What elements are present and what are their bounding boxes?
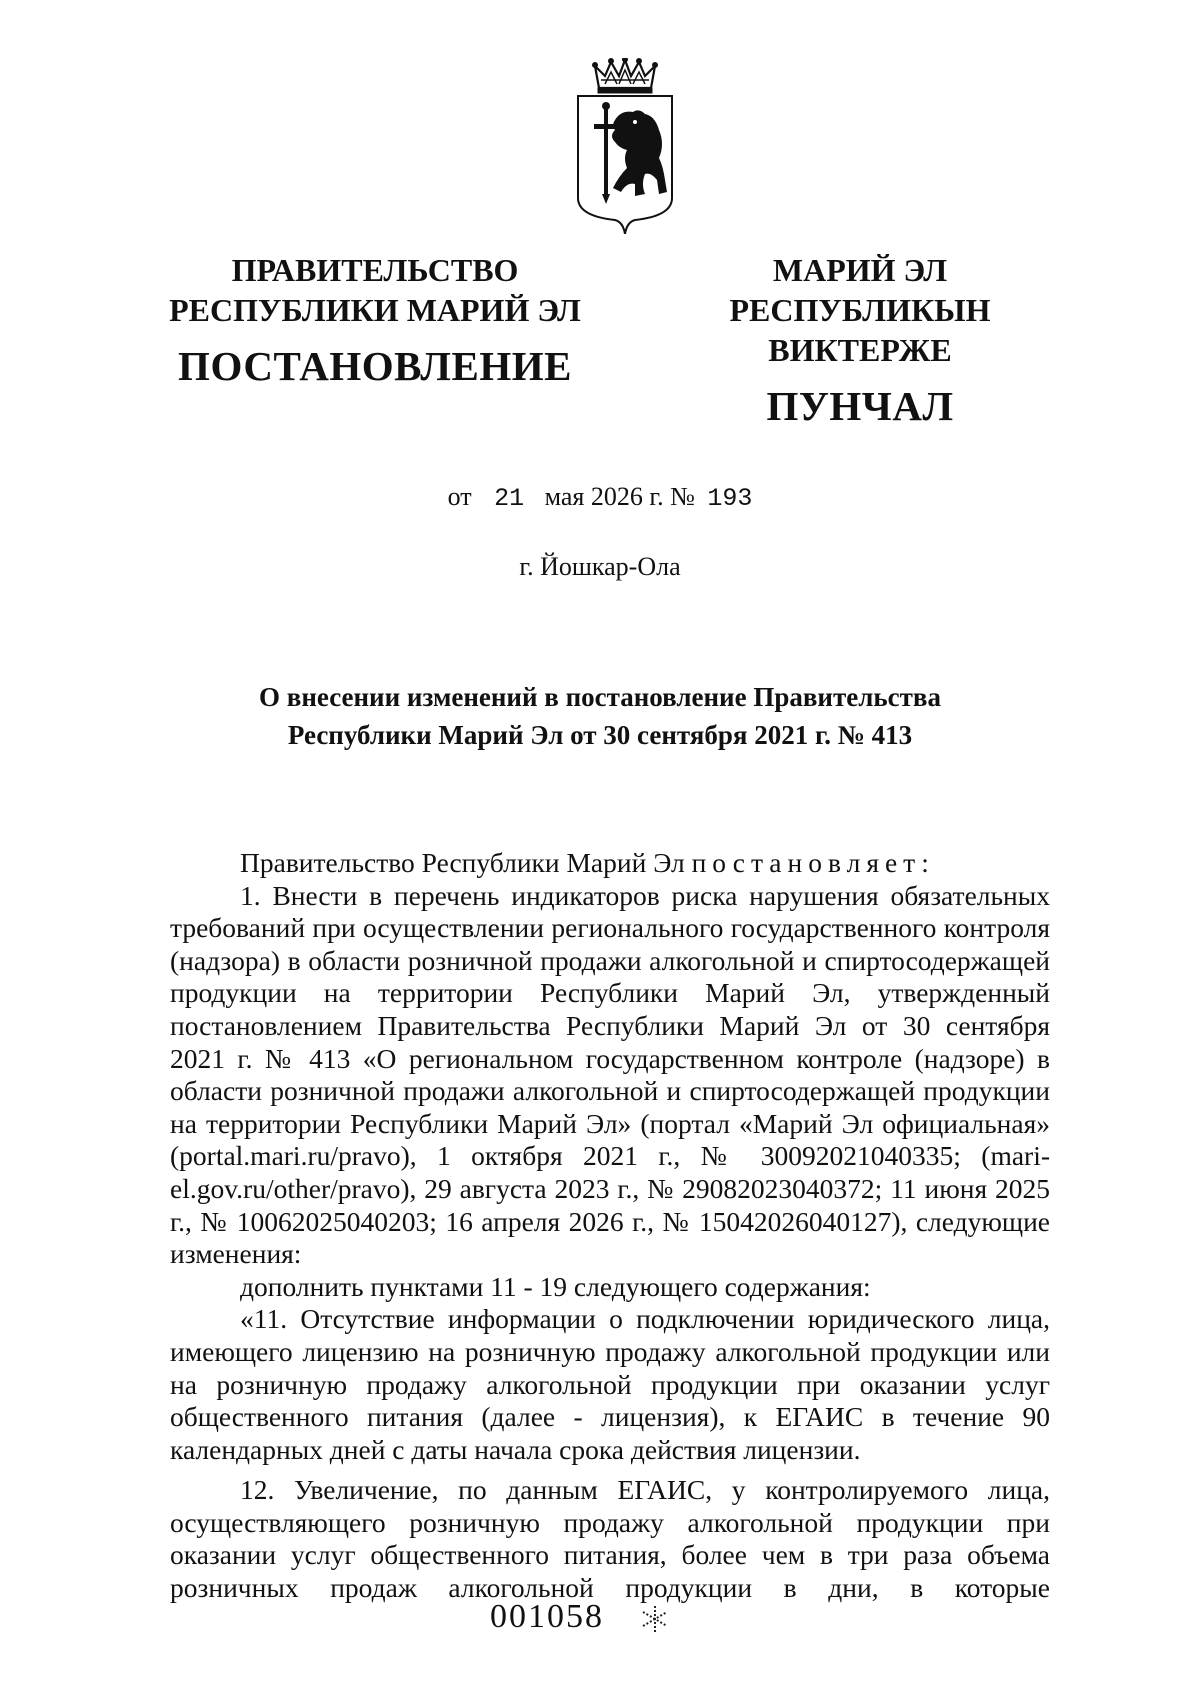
document-title: [150, 678, 1050, 754]
intro-paragraph: [170, 847, 1050, 880]
intro-text: Правительство Республики Марий Эл: [240, 847, 685, 878]
document-number: 193: [707, 484, 753, 513]
date-prefix: от: [447, 482, 472, 511]
document-city: г. Йошкар-Ола: [519, 552, 681, 581]
header-mari-line1: МАРИЙ ЭЛ РЕСПУБЛИКЫН: [729, 252, 991, 328]
header-org-line2: РЕСПУБЛИКИ МАРИЙ ЭЛ: [169, 292, 581, 328]
header-mari: [640, 250, 1080, 434]
header-org-line1: ПРАВИТЕЛЬСТВО: [231, 252, 519, 288]
title-line1: О внесении изменений в постановление Правительства: [259, 682, 941, 712]
footer-serial-number: 001058: [490, 1598, 604, 1635]
header-mari-doc-type: ПУНЧАЛ: [766, 383, 954, 429]
header-doc-type: ПОСТАНОВЛЕНИЕ: [178, 343, 572, 389]
date-day: 21: [494, 484, 525, 513]
snowflake-mark-icon: [640, 1604, 670, 1634]
intro-decree-word: постановляет:: [691, 847, 935, 878]
paragraph-item-11: «11. Отсутствие информации о подключении юридического лица, имеющего лицензию на розничную продажу алкогольной продукции или на розничную продажу алкогольной продукции при оказании услуг общественного питания (далее - лицензия), к ЕГАИС в течение 90 календарных дней с даты начала срока действия лицензии.: [170, 1303, 1050, 1465]
document-body: [170, 847, 1050, 1605]
date-month-year: мая 2026 г. №: [544, 482, 695, 511]
title-line2: Республики Марий Эл от 30 сентября 2021 г. № 413: [287, 720, 913, 750]
document-date-line: [0, 482, 1200, 513]
paragraph-supplement: дополнить пунктами 11 - 19 следующего содержания:: [240, 1270, 871, 1302]
paragraph-item-1: 1. Внести в перечень индикаторов риска нарушения обязательных требований при осуществлении регионального государственного контроля (надзора) в области розничной продажи алкогольной и спиртосодержащей продукции на территории Республики Марий Эл, утвержденный постановлением Правительства Республики Марий Эл от 30 сентября 2021 г. № 413 «О региональном государственном контроле (надзоре) в области розничной продажи алкогольной и спиртосодержащей продукции на территории Республики Марий Эл» (портал «Марий Эл официальная» (portal.mari.ru/pravo), 1 октября 2021 г., № 30092021040335; (mari-el.gov.ru/other/pravo), 29 августа 2023 г., № 29082023040372; 11 июня 2025 г., № 10062025040203; 16 апреля 2026 г., № 15042026040127), следующие изменения:: [170, 879, 1050, 1270]
paragraph-item-12: 12. Увеличение, по данным ЕГАИС, у контролируемого лица, осуществляющего розничную продажу алкогольной продукции при оказании услуг общественного питания, более чем в три раза объема розничных продаж алкогольной продукции в дни, в которые: [170, 1474, 1050, 1604]
coat-of-arms-emblem: [575, 58, 675, 234]
header-russian: [165, 250, 585, 394]
header-mari-line2: ВИКТЕРЖЕ: [768, 332, 952, 368]
